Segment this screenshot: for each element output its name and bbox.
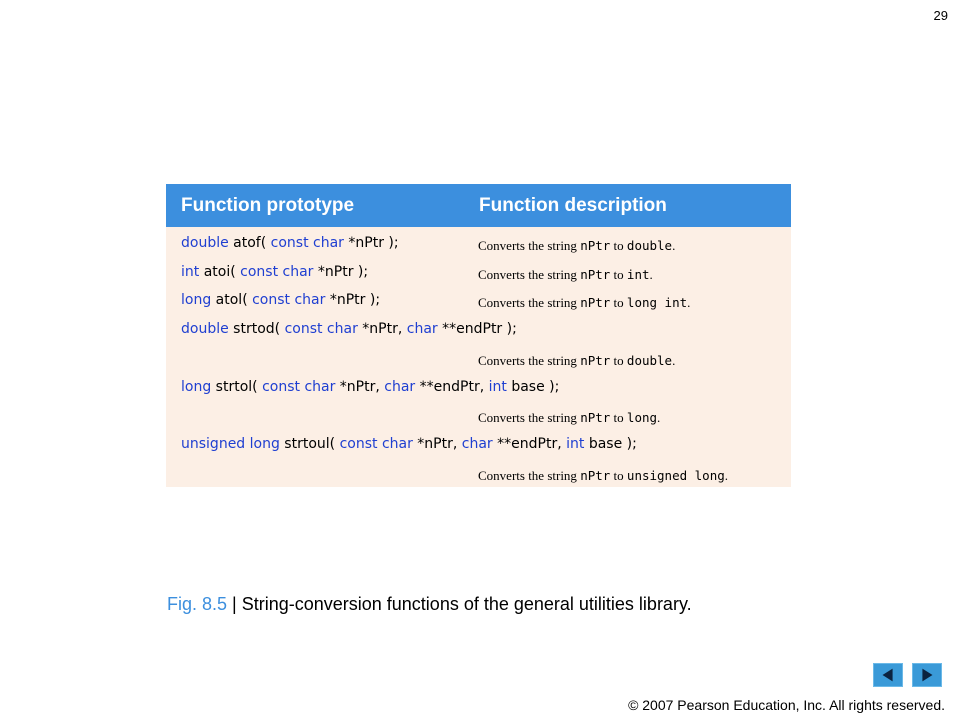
- description-text: Converts the string: [478, 410, 581, 426]
- page-number: 29: [933, 8, 948, 23]
- description-text: .: [687, 295, 691, 311]
- prototype-text: strtol(: [211, 378, 263, 395]
- prototype-keyword: const char: [270, 235, 344, 251]
- table-row: [166, 260, 791, 289]
- header-function-description: Function description: [479, 195, 667, 216]
- table-row-description: [166, 346, 791, 375]
- prototype-keyword: long: [181, 292, 212, 309]
- table-row: [166, 288, 791, 317]
- description-text: Converts the string: [478, 238, 581, 253]
- description-text: to: [610, 352, 627, 368]
- function-prototype: [181, 321, 517, 337]
- prototype-keyword: const char: [252, 292, 326, 309]
- description-text: to: [610, 238, 627, 253]
- prototype-text: base );: [584, 435, 637, 452]
- prototype-keyword: const char: [240, 263, 314, 280]
- function-prototype: [181, 379, 559, 395]
- prototype-text: *nPtr );: [313, 263, 369, 280]
- prototype-text: **endPtr );: [437, 321, 517, 338]
- description-text: .: [724, 467, 729, 483]
- prototype-text: atoi(: [199, 263, 241, 280]
- table-header: [166, 184, 791, 227]
- prototype-text: *nPtr,: [335, 378, 385, 395]
- table-row-description: [166, 403, 791, 432]
- description-code: long: [626, 410, 658, 426]
- function-prototype: [181, 264, 368, 280]
- triangle-right-icon: [913, 664, 941, 686]
- triangle-left-icon: [874, 664, 902, 686]
- function-prototype: [181, 292, 380, 308]
- prototype-keyword: double: [181, 321, 229, 338]
- prototype-keyword: int: [181, 263, 200, 280]
- function-table: [166, 184, 791, 487]
- description-text: .: [672, 352, 676, 368]
- function-prototype: [181, 436, 637, 452]
- copyright-notice: © 2007 Pearson Education, Inc. All rights reserved.: [628, 697, 945, 713]
- prototype-keyword: int: [488, 378, 507, 395]
- prototype-keyword: const char: [339, 435, 413, 452]
- function-description: [478, 353, 675, 369]
- function-description: [478, 295, 690, 311]
- description-text: Converts the string: [478, 352, 581, 368]
- prototype-text: base );: [506, 378, 560, 395]
- description-text: .: [649, 266, 653, 282]
- description-text: to: [610, 266, 627, 282]
- function-description: [478, 468, 728, 484]
- prototype-text: strtoul(: [279, 435, 340, 452]
- prototype-keyword: char: [384, 378, 416, 395]
- description-text: Converts the string: [478, 295, 581, 311]
- next-slide-button[interactable]: [912, 663, 942, 687]
- description-text: .: [657, 410, 661, 426]
- prototype-text: *nPtr,: [412, 435, 462, 452]
- description-code: int: [626, 266, 650, 282]
- description-text: to: [610, 410, 627, 426]
- description-code: nPtr: [580, 352, 611, 368]
- description-code: unsigned long: [626, 467, 725, 483]
- description-code: double: [626, 352, 673, 368]
- description-code: double: [626, 238, 673, 253]
- prototype-keyword: long: [181, 378, 212, 395]
- table-row: [166, 432, 791, 461]
- function-description: [478, 410, 660, 426]
- table-row-description: [166, 461, 791, 490]
- prototype-keyword: char: [406, 321, 438, 338]
- description-text: Converts the string: [478, 467, 581, 483]
- header-function-prototype: Function prototype: [181, 195, 355, 216]
- description-code: nPtr: [580, 266, 611, 282]
- prototype-text: *nPtr );: [343, 235, 399, 251]
- previous-slide-button[interactable]: [873, 663, 903, 687]
- table-row: [166, 375, 791, 404]
- prototype-keyword: char: [461, 435, 493, 452]
- prototype-text: *nPtr );: [325, 292, 381, 309]
- prototype-keyword: double: [181, 235, 229, 251]
- description-code: nPtr: [580, 295, 611, 311]
- prototype-text: **endPtr,: [492, 435, 567, 452]
- caption-figure-number: Fig. 8.5: [167, 594, 228, 614]
- table-row: [166, 231, 791, 260]
- prototype-keyword: unsigned long: [181, 435, 280, 452]
- prototype-text: **endPtr,: [415, 378, 489, 395]
- description-code: nPtr: [580, 410, 611, 426]
- table-row: [166, 317, 791, 346]
- figure-caption: [167, 594, 692, 615]
- prototype-keyword: int: [566, 435, 585, 452]
- function-description: [478, 267, 653, 283]
- description-code: long int: [626, 295, 688, 311]
- caption-text: String-conversion functions of the general utilities library.: [241, 594, 692, 614]
- prototype-text: atol(: [211, 292, 253, 309]
- prototype-text: *nPtr,: [357, 321, 407, 338]
- description-text: to: [610, 295, 627, 311]
- prototype-keyword: const char: [262, 378, 336, 395]
- prototype-text: strtod(: [228, 321, 285, 338]
- description-text: Converts the string: [478, 266, 581, 282]
- prototype-text: atof(: [228, 235, 271, 251]
- function-description: [478, 238, 675, 254]
- caption-separator: |: [227, 594, 242, 614]
- description-text: .: [672, 238, 676, 253]
- function-prototype: [181, 235, 399, 251]
- description-text: to: [610, 467, 627, 483]
- description-code: nPtr: [580, 467, 611, 483]
- description-code: nPtr: [580, 238, 611, 253]
- prototype-keyword: const char: [284, 321, 358, 338]
